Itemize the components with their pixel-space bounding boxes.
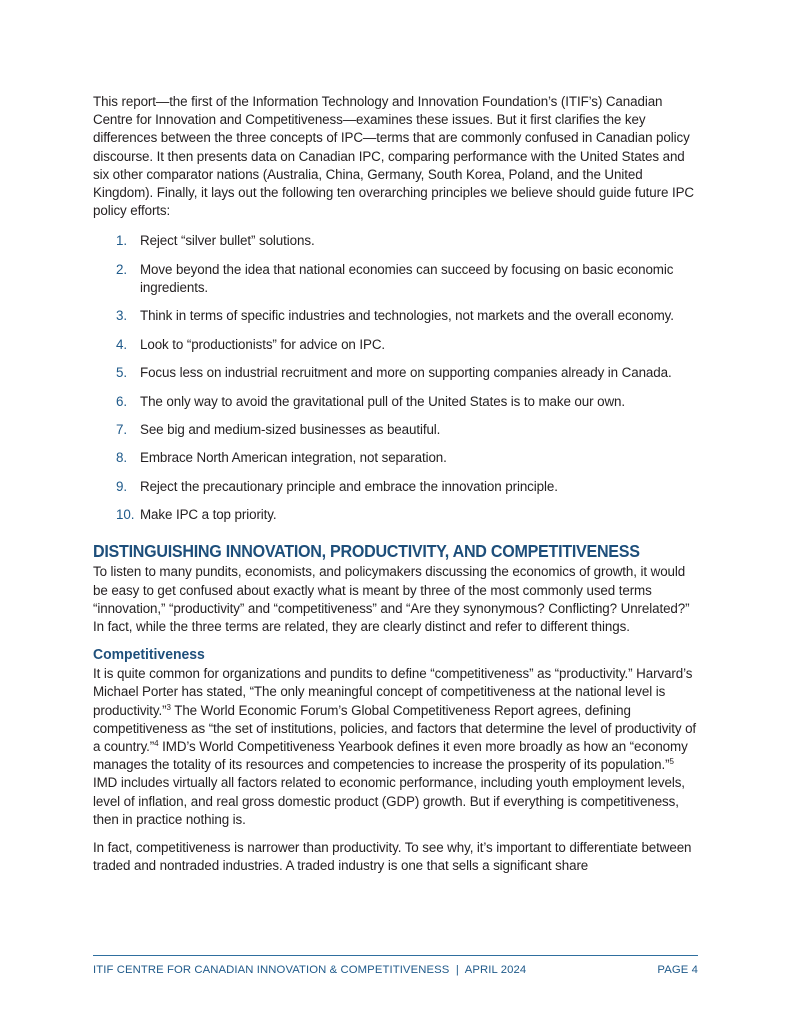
list-item: [93, 336, 698, 354]
list-text: The only way to avoid the gravitational pull of the United States is to make our own.: [140, 393, 625, 409]
list-text: Make IPC a top priority.: [140, 507, 277, 523]
intro-paragraph: This report—the first of the Information Technology and Innovation Foundation’s (ITIF’s) Canadian Centre for Innovation and Competitiveness—examines these issues. But it first clarifies the key differences between the three concepts of IPC—terms that are commonly confused in Canadian policy discourse. It then presents data on Canadian IPC, comparing performance with the United States and six other comparator nations (Australia, China, Germany, South Korea, Poland, and the United Kingdom). Finally, it lays out the following ten overarching principles we believe should guide future IPC policy efforts:: [93, 94, 694, 219]
section-paragraph: To listen to many pundits, economists, and policymakers discussing the economics of growth, it would be easy to get confused about exactly what is meant by three of the most commonly used terms “innovation,” “productivity” and “competitiveness” and “Are they synonymous? Conflicting? Unrelated?” In fact, while the three terms are related, they are clearly distinct and refer to different things.: [93, 564, 690, 634]
list-item: [93, 364, 698, 382]
page-content: [93, 93, 698, 875]
text-run: The World Economic Forum’s Global Competitiveness Report agrees, defining competitiveness as “the set of institutions, policies, and factors that determine the level of productivity of a country.”: [93, 702, 697, 754]
text-run: IMD includes virtually all factors related to economic performance, including youth employment levels, level of inflation, and real gross domestic product (GDP) growth. But if everything is competitiveness, then in practice nothing is.: [93, 775, 685, 827]
section-heading: DISTINGUISHING INNOVATION, PRODUCTIVITY, AND COMPETITIVENESS: [93, 541, 640, 562]
principles-list: [93, 232, 698, 524]
list-item: [93, 393, 698, 411]
list-item: [93, 478, 698, 496]
list-text: Reject the precautionary principle and embrace the innovation principle.: [140, 478, 558, 494]
final-paragraph: In fact, competitiveness is narrower than productivity. To see why, it’s important to differentiate between traded and nontraded industries. A traded industry is one that sells a significant share: [93, 839, 692, 874]
list-number: 9.: [116, 478, 127, 494]
list-text: Focus less on industrial recruitment and more on supporting companies already in Canada.: [140, 365, 672, 381]
list-number: 3.: [116, 308, 127, 324]
list-item: [93, 307, 698, 325]
subsection-heading: Competitiveness: [93, 646, 205, 664]
list-item: [93, 232, 698, 250]
text-run: IMD’s World Competitiveness Yearbook defines it even more broadly as how an “economy manages the totality of its resources and competencies to increase the prosperity of its population.”: [93, 738, 688, 773]
footnote-ref[interactable]: 5: [669, 757, 674, 767]
list-item: [93, 421, 698, 439]
page-footer: [93, 955, 698, 976]
list-number: 8.: [116, 450, 127, 466]
list-item: [93, 449, 698, 467]
list-number: 6.: [116, 393, 127, 409]
list-text: Move beyond the idea that national economies can succeed by focusing on basic economic ingredients.: [140, 261, 674, 296]
text-run: It is quite common for organizations and pundits to define “competitiveness” as “productivity.” Harvard’s Michael Porter has stated, “The only meaningful concept of competitiveness at the national level is productivity.”: [93, 666, 693, 718]
list-text: Think in terms of specific industries and technologies, not markets and the overall economy.: [140, 308, 674, 324]
page-number: PAGE 4: [657, 964, 698, 976]
list-number: 4.: [116, 336, 127, 352]
list-text: Embrace North American integration, not separation.: [140, 450, 447, 466]
footnote-ref[interactable]: 3: [166, 702, 171, 712]
list-number: 5.: [116, 365, 127, 381]
list-item: [93, 261, 698, 297]
list-item: [93, 506, 698, 524]
footer-title: ITIF CENTRE FOR CANADIAN INNOVATION & COMPETITIVENESS | APRIL 2024: [93, 964, 527, 976]
list-text: See big and medium-sized businesses as beautiful.: [140, 421, 441, 437]
list-number: 1.: [116, 233, 127, 249]
list-number: 7.: [116, 421, 127, 437]
list-text: Look to “productionists” for advice on IPC.: [140, 336, 386, 352]
list-number: 10.: [116, 507, 135, 523]
list-number: 2.: [116, 261, 127, 277]
list-text: Reject “silver bullet” solutions.: [140, 233, 315, 249]
footnote-ref[interactable]: 4: [154, 738, 159, 748]
competitiveness-paragraph: [93, 665, 698, 829]
